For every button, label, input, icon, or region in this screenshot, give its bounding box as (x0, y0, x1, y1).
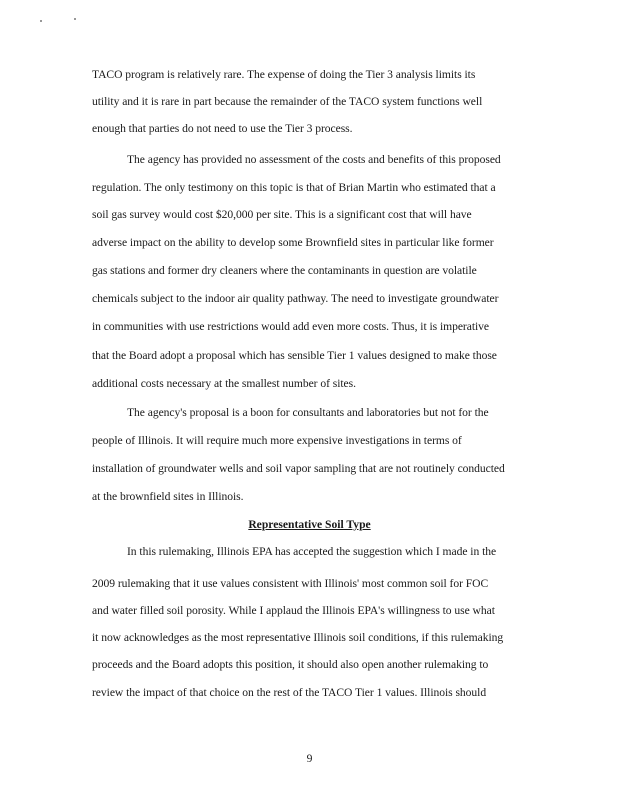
paragraph-2-line-6: chemicals subject to the indoor air quality pathway. The need to investigate groundwater (92, 292, 499, 305)
paragraph-2-line-2: regulation. The only testimony on this topic is that of Brian Martin who estimated that a (92, 181, 496, 194)
paragraph-4-line-3: and water filled soil porosity. While I applaud the Illinois EPA's willingness to use what (92, 604, 495, 617)
paragraph-1-line-2: utility and it is rare in part because the remainder of the TACO system functions well (92, 95, 483, 108)
paragraph-1-line-1: TACO program is relatively rare. The expense of doing the Tier 3 analysis limits its (92, 68, 476, 81)
paragraph-3-line-4: at the brownfield sites in Illinois. (92, 490, 244, 503)
paragraph-2-line-3: soil gas survey would cost $20,000 per site. This is a significant cost that will have (92, 208, 472, 221)
paragraph-2-line-8: that the Board adopt a proposal which has sensible Tier 1 values designed to make those (92, 349, 497, 362)
paragraph-4-line-4: it now acknowledges as the most representative Illinois soil conditions, if this rulemaking (92, 631, 504, 644)
paragraph-3-line-1: The agency's proposal is a boon for consultants and laboratories but not for the (127, 406, 489, 419)
paragraph-4-line-6: review the impact of that choice on the rest of the TACO Tier 1 values. Illinois should (92, 686, 487, 699)
paragraph-2-line-5: gas stations and former dry cleaners where the contaminants in question are volatile (92, 264, 477, 277)
paragraph-3-line-2: people of Illinois. It will require much more expensive investigations in terms of (92, 434, 462, 447)
paragraph-2-line-9: additional costs necessary at the smallest number of sites. (92, 377, 356, 390)
section-heading: Representative Soil Type (248, 518, 371, 531)
paragraph-4-line-1: In this rulemaking, Illinois EPA has accepted the suggestion which I made in the (127, 545, 497, 558)
paragraph-2-line-4: adverse impact on the ability to develop some Brownfield sites in particular like former (92, 236, 494, 249)
paragraph-4-line-2: 2009 rulemaking that it use values consistent with Illinois' most common soil for FOC (92, 577, 489, 590)
page-number: 9 (306, 752, 313, 765)
paragraph-4-line-5: proceeds and the Board adopts this position, it should also open another rulemaking to (92, 658, 489, 671)
scan-speck (74, 18, 76, 20)
paragraph-3-line-3: installation of groundwater wells and soil vapor sampling that are not routinely conducted (92, 462, 505, 475)
paragraph-1-line-3: enough that parties do not need to use the Tier 3 process. (92, 122, 353, 135)
scan-speck (40, 20, 42, 22)
paragraph-2-line-1: The agency has provided no assessment of the costs and benefits of this proposed (127, 153, 501, 166)
paragraph-2-line-7: in communities with use restrictions would add even more costs. Thus, it is imperative (92, 320, 490, 333)
